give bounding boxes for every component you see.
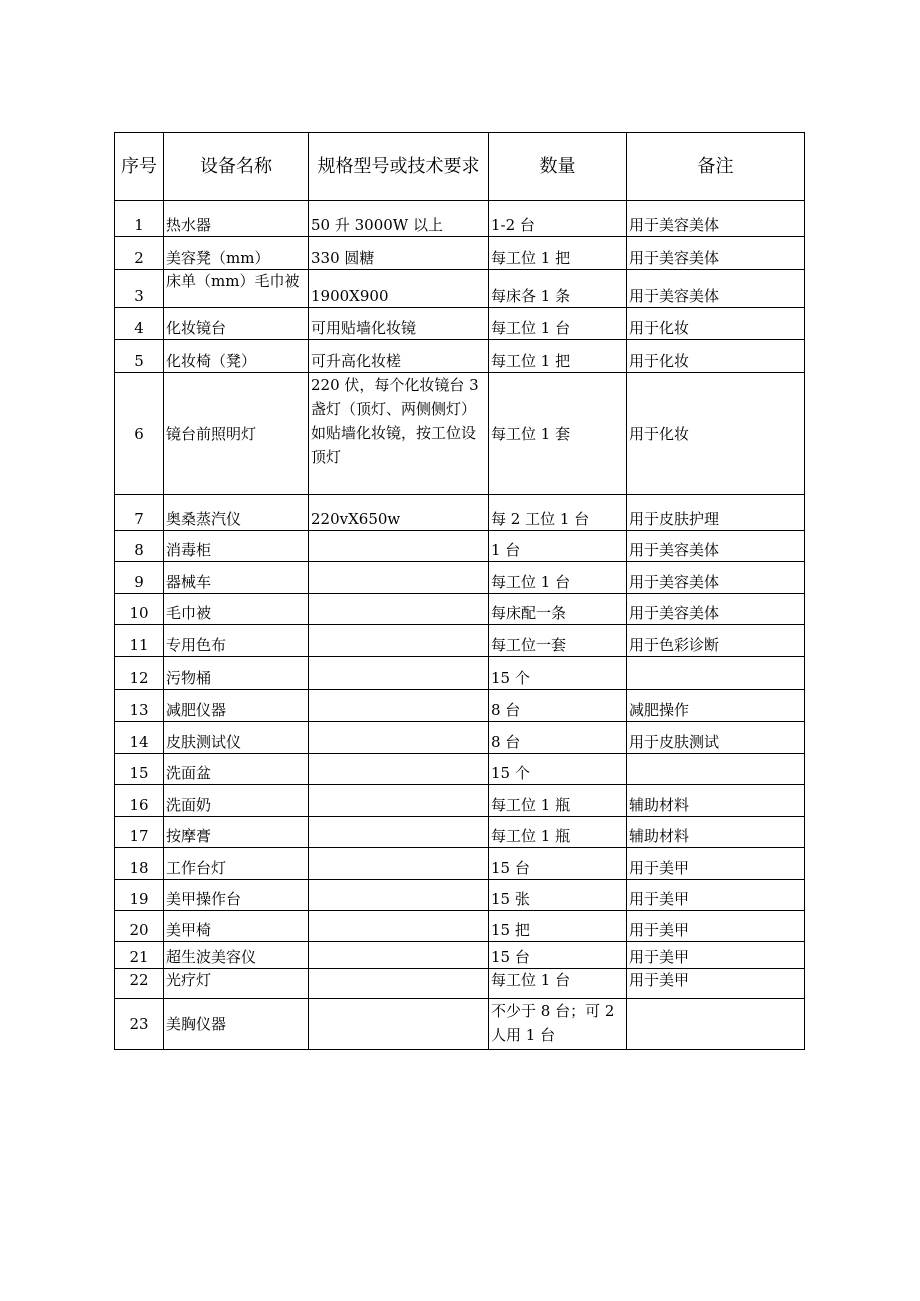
cell-name: 奥桑蒸汽仪 bbox=[164, 495, 309, 531]
cell-qty: 15 台 bbox=[489, 848, 627, 880]
table-row bbox=[115, 562, 805, 594]
cell-note bbox=[627, 999, 805, 1050]
cell-no: 12 bbox=[115, 657, 164, 690]
cell-name: 器械车 bbox=[164, 562, 309, 594]
cell-name: 美容凳（mm） bbox=[164, 237, 309, 270]
cell-name: 污物桶 bbox=[164, 657, 309, 690]
table-row bbox=[115, 594, 805, 625]
cell-note: 用于美容美体 bbox=[627, 201, 805, 237]
table-row bbox=[115, 270, 805, 308]
cell-qty: 每工位 1 套 bbox=[489, 373, 627, 495]
cell-qty: 8 台 bbox=[489, 722, 627, 754]
header-name: 设备名称 bbox=[164, 133, 309, 201]
cell-name: 化妆椅（凳） bbox=[164, 340, 309, 373]
cell-qty: 每工位 1 把 bbox=[489, 340, 627, 373]
cell-spec bbox=[309, 999, 489, 1050]
cell-no: 10 bbox=[115, 594, 164, 625]
cell-qty: 8 台 bbox=[489, 690, 627, 722]
header-no: 序号 bbox=[115, 133, 164, 201]
cell-no: 16 bbox=[115, 785, 164, 817]
table-row bbox=[115, 942, 805, 969]
cell-no: 14 bbox=[115, 722, 164, 754]
table-row bbox=[115, 657, 805, 690]
cell-qty: 每工位 1 台 bbox=[489, 308, 627, 340]
cell-note: 用于美容美体 bbox=[627, 270, 805, 308]
table-row bbox=[115, 531, 805, 562]
cell-qty: 1 台 bbox=[489, 531, 627, 562]
cell-no: 17 bbox=[115, 817, 164, 848]
cell-spec bbox=[309, 785, 489, 817]
cell-no: 15 bbox=[115, 754, 164, 785]
cell-no: 7 bbox=[115, 495, 164, 531]
cell-name: 消毒柜 bbox=[164, 531, 309, 562]
header-row bbox=[115, 133, 805, 201]
cell-spec bbox=[309, 880, 489, 911]
cell-no: 8 bbox=[115, 531, 164, 562]
cell-name: 镜台前照明灯 bbox=[164, 373, 309, 495]
table-row bbox=[115, 237, 805, 270]
table-row bbox=[115, 754, 805, 785]
cell-spec bbox=[309, 625, 489, 657]
cell-spec bbox=[309, 754, 489, 785]
cell-spec bbox=[309, 657, 489, 690]
cell-spec bbox=[309, 594, 489, 625]
cell-no: 3 bbox=[115, 270, 164, 308]
cell-note: 辅助材料 bbox=[627, 817, 805, 848]
cell-spec bbox=[309, 562, 489, 594]
cell-qty: 每 2 工位 1 台 bbox=[489, 495, 627, 531]
table-row bbox=[115, 625, 805, 657]
cell-no: 21 bbox=[115, 942, 164, 969]
cell-qty: 每工位一套 bbox=[489, 625, 627, 657]
table-row bbox=[115, 495, 805, 531]
cell-name: 专用色布 bbox=[164, 625, 309, 657]
cell-note: 用于美甲 bbox=[627, 942, 805, 969]
cell-spec: 220 伏，每个化妆镜台 3 盏灯（顶灯、两侧侧灯）如贴墙化妆镜，按工位设顶灯 bbox=[309, 373, 489, 495]
cell-spec: 50 升 3000W 以上 bbox=[309, 201, 489, 237]
cell-spec: 可用贴墙化妆镜 bbox=[309, 308, 489, 340]
cell-qty: 每工位 1 瓶 bbox=[489, 817, 627, 848]
cell-no: 9 bbox=[115, 562, 164, 594]
cell-name: 洗面奶 bbox=[164, 785, 309, 817]
cell-name: 超生波美容仪 bbox=[164, 942, 309, 969]
header-qty: 数量 bbox=[489, 133, 627, 201]
cell-qty: 1-2 台 bbox=[489, 201, 627, 237]
cell-spec bbox=[309, 911, 489, 942]
cell-qty: 每工位 1 台 bbox=[489, 562, 627, 594]
cell-name: 减肥仪器 bbox=[164, 690, 309, 722]
table-row bbox=[115, 848, 805, 880]
equipment-table bbox=[114, 132, 805, 1050]
cell-no: 4 bbox=[115, 308, 164, 340]
table-row bbox=[115, 911, 805, 942]
cell-qty: 15 把 bbox=[489, 911, 627, 942]
cell-qty: 每工位 1 瓶 bbox=[489, 785, 627, 817]
cell-note: 用于美甲 bbox=[627, 848, 805, 880]
table-row bbox=[115, 340, 805, 373]
cell-note bbox=[627, 657, 805, 690]
cell-no: 18 bbox=[115, 848, 164, 880]
cell-note: 用于美甲 bbox=[627, 911, 805, 942]
cell-note: 用于美甲 bbox=[627, 969, 805, 999]
cell-qty: 每工位 1 台 bbox=[489, 969, 627, 999]
cell-spec bbox=[309, 722, 489, 754]
table-row bbox=[115, 999, 805, 1050]
cell-spec bbox=[309, 817, 489, 848]
cell-note: 用于皮肤测试 bbox=[627, 722, 805, 754]
cell-note: 用于美容美体 bbox=[627, 237, 805, 270]
cell-note: 用于美容美体 bbox=[627, 594, 805, 625]
table-row bbox=[115, 817, 805, 848]
table-row bbox=[115, 373, 805, 495]
cell-name: 洗面盆 bbox=[164, 754, 309, 785]
cell-name: 美甲椅 bbox=[164, 911, 309, 942]
cell-note: 用于皮肤护理 bbox=[627, 495, 805, 531]
cell-no: 1 bbox=[115, 201, 164, 237]
cell-note: 用于化妆 bbox=[627, 308, 805, 340]
cell-spec bbox=[309, 690, 489, 722]
table-row bbox=[115, 201, 805, 237]
cell-name: 美胸仪器 bbox=[164, 999, 309, 1050]
cell-qty: 不少于 8 台；可 2 人用 1 台 bbox=[489, 999, 627, 1050]
cell-no: 2 bbox=[115, 237, 164, 270]
table-row bbox=[115, 308, 805, 340]
cell-no: 19 bbox=[115, 880, 164, 911]
cell-spec: 可升高化妆槎 bbox=[309, 340, 489, 373]
cell-spec bbox=[309, 942, 489, 969]
cell-note: 用于色彩诊断 bbox=[627, 625, 805, 657]
cell-qty: 每床配一条 bbox=[489, 594, 627, 625]
cell-name: 美甲操作台 bbox=[164, 880, 309, 911]
cell-name: 工作台灯 bbox=[164, 848, 309, 880]
cell-spec: 1900X900 bbox=[309, 270, 489, 308]
cell-name: 光疗灯 bbox=[164, 969, 309, 999]
cell-note bbox=[627, 754, 805, 785]
cell-note: 减肥操作 bbox=[627, 690, 805, 722]
cell-note: 用于美容美体 bbox=[627, 562, 805, 594]
table-row bbox=[115, 690, 805, 722]
cell-name: 化妆镜台 bbox=[164, 308, 309, 340]
cell-note: 用于美容美体 bbox=[627, 531, 805, 562]
cell-note: 用于化妆 bbox=[627, 340, 805, 373]
cell-no: 5 bbox=[115, 340, 164, 373]
cell-qty: 每床各 1 条 bbox=[489, 270, 627, 308]
header-spec: 规格型号或技术要求 bbox=[309, 133, 489, 201]
cell-name: 按摩膏 bbox=[164, 817, 309, 848]
table-row bbox=[115, 722, 805, 754]
cell-spec bbox=[309, 848, 489, 880]
cell-spec: 330 圆糖 bbox=[309, 237, 489, 270]
cell-qty: 15 张 bbox=[489, 880, 627, 911]
cell-name: 床单（mm）毛巾被 bbox=[166, 272, 300, 290]
cell-qty: 每工位 1 把 bbox=[489, 237, 627, 270]
cell-name: 热水器 bbox=[164, 201, 309, 237]
cell-note: 用于美甲 bbox=[627, 880, 805, 911]
cell-spec: 220vX650w bbox=[309, 495, 489, 531]
header-note: 备注 bbox=[627, 133, 805, 201]
cell-name: 毛巾被 bbox=[164, 594, 309, 625]
table-row bbox=[115, 969, 805, 999]
cell-no: 23 bbox=[115, 999, 164, 1050]
table-row bbox=[115, 785, 805, 817]
cell-no: 13 bbox=[115, 690, 164, 722]
cell-no: 22 bbox=[115, 969, 164, 999]
cell-note: 用于化妆 bbox=[627, 373, 805, 495]
cell-no: 20 bbox=[115, 911, 164, 942]
cell-no: 6 bbox=[115, 373, 164, 495]
cell-name: 皮肤测试仪 bbox=[164, 722, 309, 754]
cell-spec bbox=[309, 969, 489, 999]
cell-no: 11 bbox=[115, 625, 164, 657]
cell-qty: 15 台 bbox=[489, 942, 627, 969]
cell-qty: 15 个 bbox=[489, 657, 627, 690]
table-row bbox=[115, 880, 805, 911]
cell-note: 辅助材料 bbox=[627, 785, 805, 817]
cell-qty: 15 个 bbox=[489, 754, 627, 785]
cell-spec bbox=[309, 531, 489, 562]
